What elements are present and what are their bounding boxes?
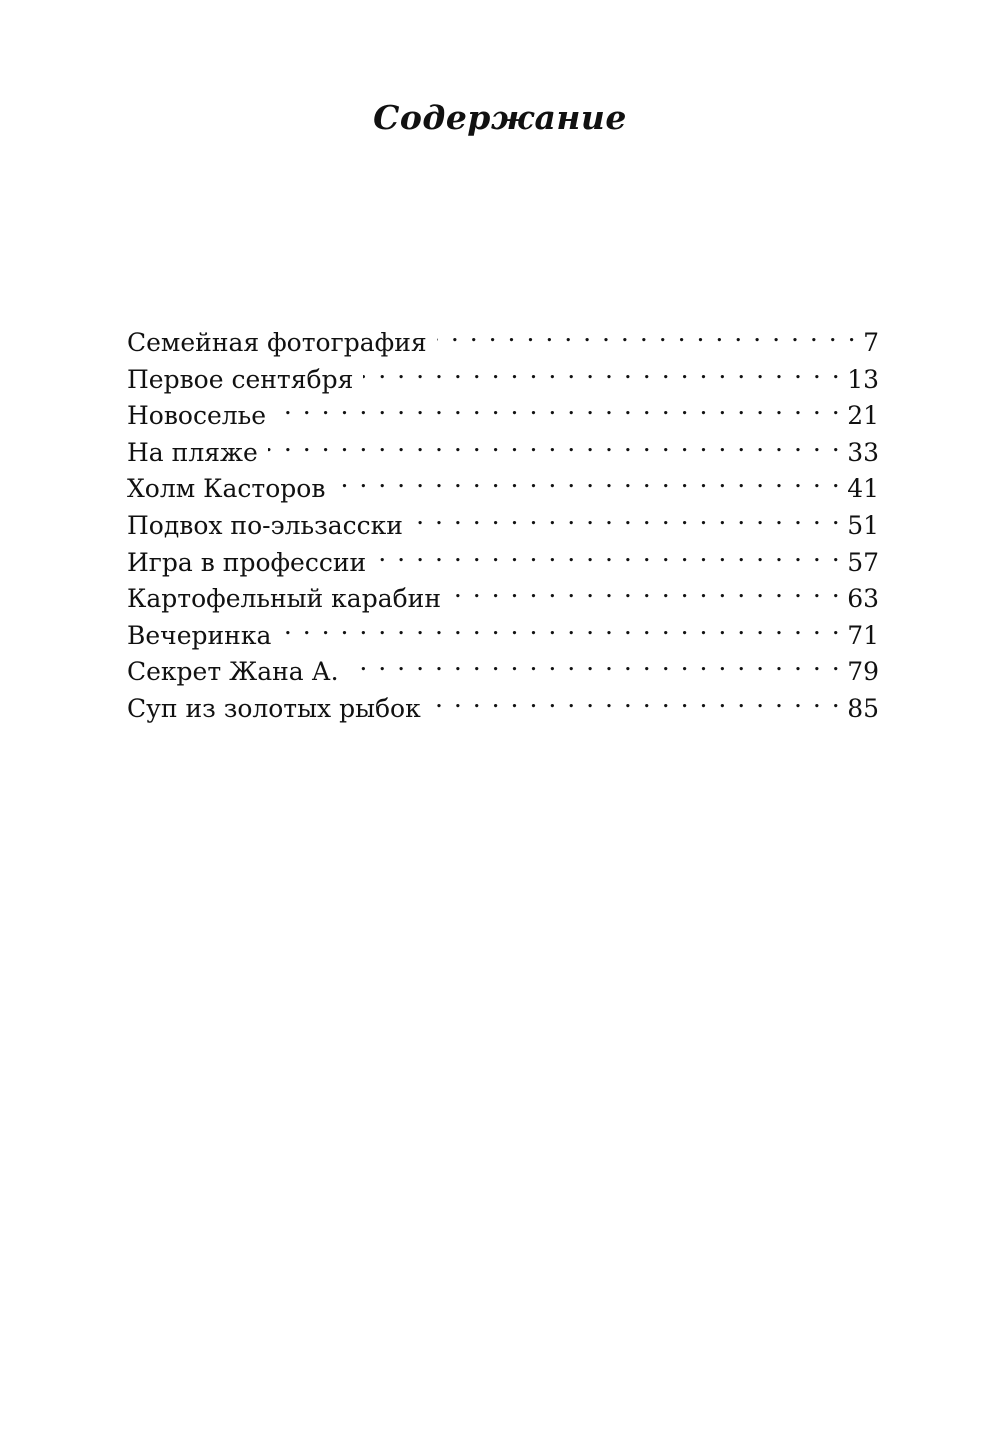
toc-entry-title: Первое сентября	[127, 364, 354, 394]
toc-entry-page-number: 71	[847, 620, 879, 650]
toc-entry-title: Холм Касторов	[127, 474, 326, 504]
dot-leader	[363, 352, 841, 388]
dot-leader	[349, 644, 842, 680]
toc-entry-title: Подвох по-эльзасски	[127, 510, 403, 540]
dot-leader	[335, 461, 841, 497]
toc-entry-page-number: 41	[847, 474, 879, 504]
dot-leader	[276, 388, 841, 424]
table-of-contents	[127, 315, 879, 723]
toc-entry-title: Суп из золотых рыбок	[127, 693, 421, 723]
toc-entry-title: Картофельный карабин	[127, 584, 441, 614]
dot-leader	[451, 571, 841, 607]
toc-entry-title: Вечеринка	[127, 620, 272, 650]
toc-entry-page-number: 13	[847, 364, 879, 394]
dot-leader	[281, 608, 841, 644]
dot-leader	[413, 498, 841, 534]
toc-entry-page-number: 85	[847, 693, 879, 723]
toc-entry-title: Секрет Жана А.	[127, 657, 339, 687]
toc-entry-title: Новоселье	[127, 401, 267, 431]
toc-entry-page-number: 57	[847, 547, 879, 577]
toc-entry-page-number: 63	[847, 584, 879, 614]
toc-entry-page-number: 51	[847, 510, 879, 540]
toc-entry	[127, 315, 879, 357]
toc-entry-title: На пляже	[127, 437, 258, 467]
toc-entry-title: Игра в профессии	[127, 547, 367, 577]
toc-entry-page-number: 21	[847, 401, 879, 431]
dot-leader	[376, 535, 841, 571]
page-title: Содержание	[373, 98, 627, 137]
dot-leader	[268, 425, 841, 461]
toc-entry-page-number: 7	[863, 328, 879, 357]
toc-entry-title: Семейная фотография	[127, 328, 427, 357]
dot-leader	[437, 315, 857, 351]
dot-leader	[431, 681, 841, 717]
toc-entry-page-number: 33	[847, 437, 879, 467]
toc-entry-page-number: 79	[847, 657, 879, 687]
